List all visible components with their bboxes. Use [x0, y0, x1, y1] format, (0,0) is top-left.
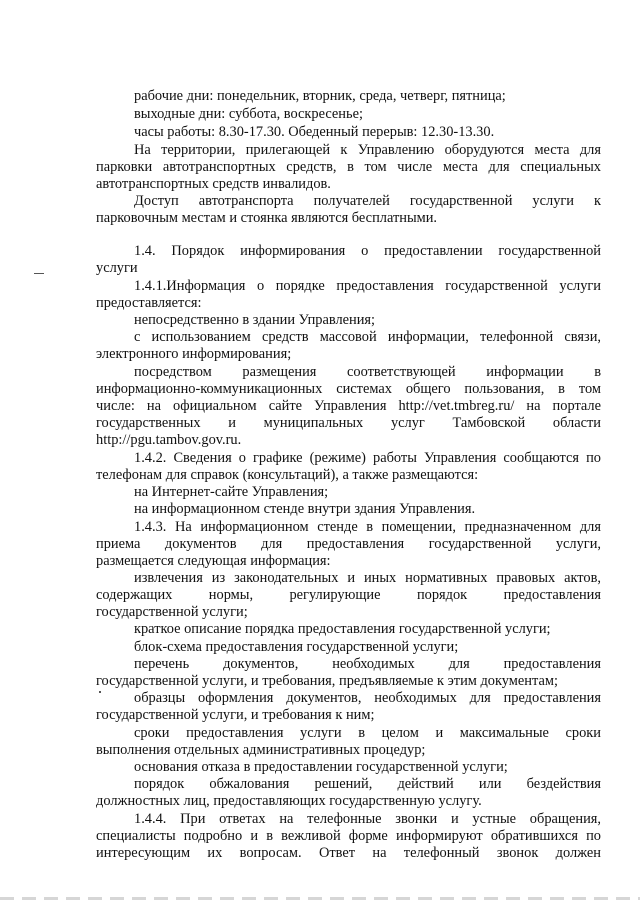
- text-line: 1.4. Порядок информирования о предоставлении государственной: [134, 243, 601, 259]
- text-line: государственной услуги, и требования к ним;: [96, 707, 375, 723]
- text-line: телефонам для справок (консультаций), а также размещаются:: [96, 467, 479, 483]
- text-line: приема документов для предоставления государственной услуги,: [96, 536, 601, 552]
- text-line: интересующим их вопросам. Ответ на телефонный звонок должен: [96, 845, 601, 861]
- text-line: содержащих нормы, регулирующие порядок предоставления: [96, 587, 601, 603]
- text-line: на информационном стенде внутри здания Управления.: [134, 501, 476, 517]
- text-line: числе: на официальном сайте Управления http://vet.tmbreg.ru/ на портале: [96, 398, 601, 414]
- text-line: часы работы: 8.30-17.30. Обеденный перерыв: 12.30-13.30.: [134, 124, 495, 140]
- text-line: услуги: [96, 260, 138, 276]
- text-line: посредством размещения соответствующей информации в: [134, 364, 601, 380]
- text-line: размещается следующая информация:: [96, 553, 331, 569]
- text-line: перечень документов, необходимых для предоставления: [134, 656, 601, 672]
- text-line: образцы оформления документов, необходимых для предоставления: [134, 690, 601, 706]
- text-line: на Интернет-сайте Управления;: [134, 484, 329, 500]
- text-line: должностных лиц, предоставляющих государственную услугу.: [96, 793, 482, 809]
- text-line: блок-схема предоставления государственной услуги;: [134, 639, 459, 655]
- text-line: государственных и муниципальных услуг Тамбовской области: [96, 415, 601, 431]
- text-line: специалисты подробно и в вежливой форме информируют обратившихся по: [96, 828, 601, 844]
- text-line: парковочным местам и стоянка являются бесплатными.: [96, 210, 438, 226]
- text-line: извлечения из законодательных и иных нормативных правовых актов,: [134, 570, 601, 586]
- text-line: с использованием средств массовой информации, телефонной связи,: [134, 329, 601, 345]
- scan-footer-strip: [0, 897, 640, 900]
- text-line: предоставляется:: [96, 295, 202, 311]
- text-line: основания отказа в предоставлении государственной услуги;: [134, 759, 508, 775]
- text-line: рабочие дни: понедельник, вторник, среда, четверг, пятница;: [134, 88, 506, 104]
- text-line: 1.4.1.Информация о порядке предоставления государственной услуги: [134, 278, 601, 294]
- text-line: 1.4.2. Сведения о графике (режиме) работы Управления сообщаются по: [134, 450, 601, 466]
- scan-mark-left: [34, 273, 44, 274]
- text-line: электронного информирования;: [96, 346, 292, 362]
- text-line: краткое описание порядка предоставления государственной услуги;: [134, 621, 551, 637]
- text-line: 1.4.4. При ответах на телефонные звонки и устные обращения,: [134, 811, 601, 827]
- text-line: выполнения отдельных административных процедур;: [96, 742, 426, 758]
- text-line: выходные дни: суббота, воскресенье;: [134, 106, 363, 122]
- text-line: http://pgu.tambov.gov.ru.: [96, 432, 242, 448]
- text-line: сроки предоставления услуги в целом и максимальные сроки: [134, 725, 601, 741]
- text-line: информационно-коммуникационных системах общего пользования, в том: [96, 381, 601, 397]
- text-line: государственной услуги;: [96, 604, 248, 620]
- text-line: Доступ автотранспорта получателей государственной услуги к: [134, 193, 601, 209]
- text-line: 1.4.3. На информационном стенде в помещении, предназначенном для: [134, 519, 601, 535]
- text-line: На территории, прилегающей к Управлению оборудуются места для: [134, 142, 601, 158]
- text-line: парковки автотранспортных средств, в том числе места для специальных: [96, 159, 601, 175]
- text-line: порядок обжалования решений, действий или бездействия: [134, 776, 601, 792]
- text-line: автотранспортных средств инвалидов.: [96, 176, 331, 192]
- scan-mark-dot: [99, 691, 101, 693]
- text-line: непосредственно в здании Управления;: [134, 312, 376, 328]
- text-line: государственной услуги, и требования, предъявляемые к этим документам;: [96, 673, 558, 689]
